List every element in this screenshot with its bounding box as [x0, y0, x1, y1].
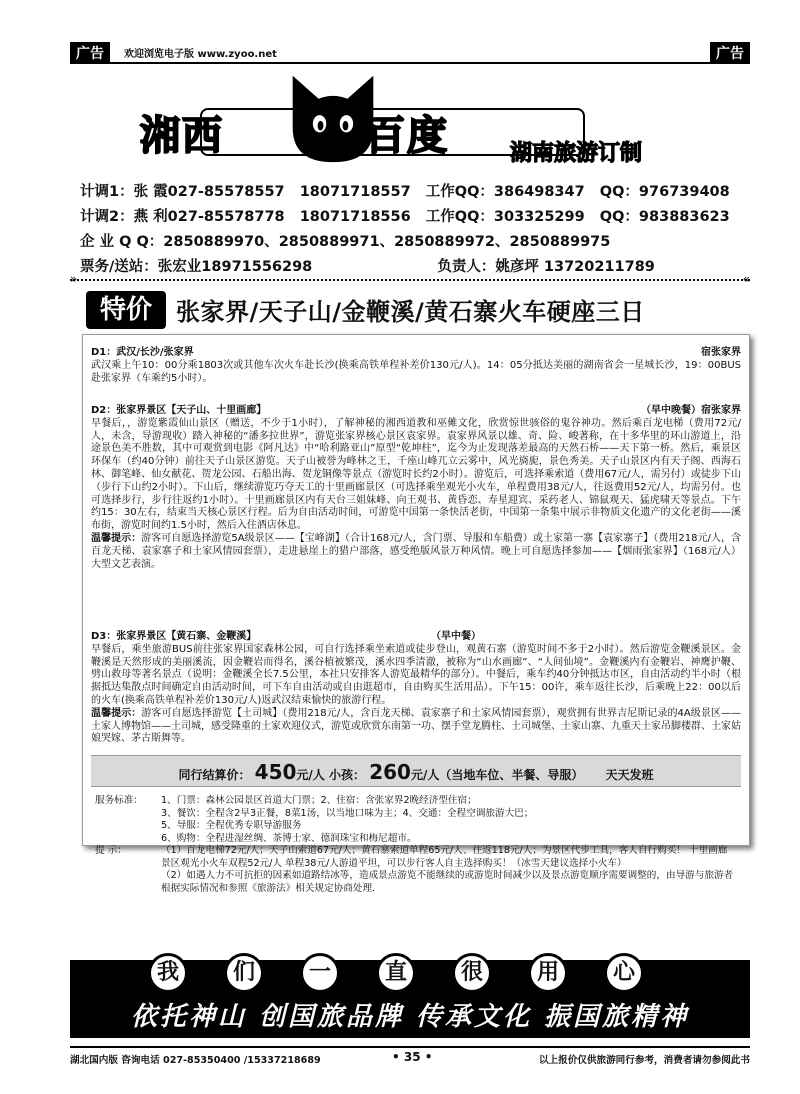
day-2-meals: （早中晚餐）宿张家界 — [641, 405, 741, 416]
day-2 — [91, 405, 741, 571]
contact-1-qq: QQ：976739408 — [599, 184, 730, 200]
route-title: 张家界/天子山/金鞭溪/黄石寨火车硬座三日 — [176, 298, 645, 326]
welcome-text: 欢迎浏览电子版 www.zyoo.net — [124, 49, 277, 60]
service-item-4: 6、购物：全程进湿丝绸、茶博士家、德润珠宝和梅尼超市。 — [161, 832, 417, 844]
service-item-2: 3、餐饮：全程含2早3正餐，8菜1汤，以当地口味为主；4、交通：全程空调旅游大巴； — [161, 807, 534, 819]
child-price-label: 小孩： — [328, 768, 365, 782]
day-3-tip — [91, 708, 741, 746]
slogan-char: 用 — [528, 953, 568, 993]
logo-text-xiangxi: 湘西 — [140, 112, 224, 159]
adult-price: 450 — [254, 760, 297, 784]
contact-row-1 — [80, 180, 750, 205]
tips-row-1 — [95, 845, 735, 870]
top-bar — [70, 42, 750, 64]
page-footer — [70, 1046, 750, 1066]
service-standards — [95, 795, 735, 895]
day-2-text: 早餐后，，游览紫霞仙山景区（赠送，不少于1小时），了解神秘的湘西道教和巫傩文化，欣赏惊世骇俗的鬼谷神功。然后乘百龙电梯（费用72元/人，未含，导游现收）踏入神秘的“潘多拉世界”，游览张家界核心景区袁家界。袁家界风景以雄、奇、险、峻著称，在十多华里的环山游道上，沿途景色美不胜数，其中可观赏到电影《阿凡达》中“哈利路亚山”原型“乾坤柱”，迄今为止发现落差最高的天然石桥——天下第一桥。然后，乘景区环保车（约40分钟）前往天子山景区游览。天子山被誉为峰林之王，千座山峰兀立云雾中，风光旖旎，景色秀美。天子山景区内有天子阁、西海石林、御笔峰、仙女献花、贺龙公园、石船出海、贺龙铜像等景点（游览时长约2小时）。游览后，可选择乘索道（费用67元/人，需另付）或徒步下山（步行下山约2小时）。下山后，继续游览巧夺天工的十里画廊景区（可选择乘坐观光小火车，单程费用38元/人，往返费用52元/人，均需另付。也可选择步行，步行往返约1小时）。十里画廊景区内有天台三姐妹峰、向王观书、黄昏恋、寿星迎宾、采药老人、锦鼠观天、猛虎啸天等景点。下午约15：30左右，结束当天核心景区行程。后为自由活动时间，可游览中国第一条快活老街，中国第一条集中展示非物质文化遗产的文化老街——溪布街，游览时间约1.5小时，然后入住酒店休息。 — [91, 417, 741, 532]
service-label: 服务标准： — [95, 795, 143, 806]
company-motto: 依托神山 创国旅品牌 传承文化 振国旅精神 — [70, 996, 750, 1038]
day-3-header — [91, 631, 741, 644]
contact-block — [80, 180, 750, 280]
service-row-1 — [95, 795, 735, 808]
day-2-tip-label: 温馨提示： — [91, 532, 142, 544]
day-3-tip-text: 游客可自愿选择游览【土司城】（费用218元/人，含百龙天梯、袁家寨子和土家风情园套票），观赏拥有世界吉尼斯记录的4A级景区——土家人博物馆——土司城，感受隆重的土家欢迎仪式，游览或欣赏东南第一功、摆手堂龙腾柱、土司城堡、土家山寨、九重天土家吊脚楼群、土家姑娘哭嫁、茅古斯舞等。 — [91, 707, 741, 745]
day-2-tip-text: 游客可自愿选择游览5A级景区——【宝峰湖】（合计168元/人，含门票、导服和车船费）或土家第一寨【袁家寨子】（费用218元/人，含百龙天梯、袁家寨子和土家风情园套票），走进悬崖上的猎户部落，感受绝版风景万种风情。晚上可自愿选择参加——【烟雨张家界】（168元/人）大型文艺表演。 — [91, 532, 741, 570]
day-3-meals: （早中餐） — [431, 631, 481, 642]
day-1-header — [91, 347, 741, 360]
slogan-char: 心 — [604, 953, 644, 993]
brand-logo — [70, 66, 750, 166]
slogan-char: 直 — [376, 953, 416, 993]
price-bar — [91, 755, 741, 787]
day-1-title: D1：武汉/长沙/张家界 — [91, 347, 194, 358]
day-3-title: D3：张家界景区【黄石寨、金鞭溪】 — [91, 631, 257, 642]
day-1 — [91, 347, 741, 385]
slogan-char: 一 — [300, 953, 340, 993]
ad-tag-left: 广告 — [70, 42, 110, 62]
day-3 — [91, 631, 741, 746]
company-qq-row: 企 业 Q Q：2850889970、2850889971、2850889972、2850889975 — [80, 234, 611, 250]
day-3-tip-label: 温馨提示： — [91, 707, 142, 719]
slogan-char: 很 — [452, 953, 492, 993]
departure-schedule: 天天发班 — [605, 768, 654, 782]
service-row-2 — [95, 808, 735, 821]
manager-contact: 负责人：姚彦坪 13720211789 — [437, 259, 655, 275]
slogan-circles — [148, 953, 680, 993]
ad-tag-right: 广告 — [710, 42, 750, 62]
contact-row-2 — [80, 205, 750, 230]
tip-1: （1）百龙电梯72元/人；天子山索道67元/人；黄石寨索道单程65元/人、往返118元/人；为景区代步工具，客人自行购买！ 十里画廊景区观光小火车双程52元/人 单程38元/人游道平坦，可以步行客人自主选择购买！（冰雪天建议选择小火车） — [161, 845, 728, 869]
child-price-unit: 元/人（当地车位、半餐、导服） — [410, 768, 584, 782]
tip-2: （2）如遇人力不可抗拒的因素如道路结冰等，造成景点游览不能继续的或游览时间减少以及景点游览顺序需要调整的，由导游与旅游者根据实际情况和参照《旅游法》相关规定协商处理. — [161, 870, 734, 894]
tips-label: 提 示： — [95, 845, 127, 856]
footer-contact: 湖北国内版 咨询电话 027-85350400 /15337218689 — [70, 1055, 321, 1066]
contact-1-work-qq: 工作QQ：386498347 — [425, 184, 585, 200]
logo-text-baidu: 百度 — [365, 112, 449, 159]
logo-subtitle: 湖南旅游订制 — [510, 140, 643, 166]
route-headline — [86, 289, 756, 331]
day-3-text: 早餐后，乘坐旅游BUS前往张家界国家森林公园，可自行选择乘坐索道或徒步登山，观黄石寨（游览时间不多于2小时）。然后游览金鞭溪景区。金鞭溪是天然形成的美丽溪流，因金鞭岩而得名，溪谷植被繁茂，溪水四季清澈，被称为“山水画廊”、“人间仙境”。金鞭溪内有金鞭岩、神鹰护鞭、劈山救母等著名景点（说明：金鞭溪全长7.5公里，本社只安排客人游览最精华的部分）。中餐后，乘车约40分钟抵达市区，自由活动约半小时（根据抵达集散点时间确定自由活动时间，可下车自由活动或自由逛超市，自由购买生活用品）。下午15：00许，乘车返往长沙，后乘晚上22：00以后的火车(换乘高铁单程补差价130元/人)返武汉结束愉快的旅游行程。 — [91, 643, 741, 706]
page-number: • 35 • — [392, 1050, 433, 1064]
contact-2-phone: 计调2：燕 利027-85578778 — [80, 209, 285, 225]
footer-disclaimer: 以上报价仅供旅游同行参考，消费者请勿参阅此书 — [538, 1055, 750, 1066]
adult-price-unit: 元/人 — [296, 768, 325, 782]
ticketing-contact: 票务/送站：张宏业18971556298 — [80, 259, 313, 275]
day-2-header — [91, 405, 741, 418]
section-divider — [70, 279, 750, 289]
day-2-tip — [91, 533, 741, 571]
contact-1-phone: 计调1：张 霞027-85578557 — [80, 184, 285, 200]
price-label: 同行结算价： — [178, 768, 251, 782]
contact-2-work-qq: 工作QQ：303325299 — [425, 209, 585, 225]
child-price: 260 — [369, 760, 411, 784]
day-1-stay: 宿张家界 — [701, 347, 741, 358]
contact-2-qq: QQ：983883623 — [599, 209, 730, 225]
tips-row-2 — [95, 870, 735, 895]
contact-2-mobile: 18071718556 — [299, 209, 411, 225]
day-1-text: 武汉乘上午10：00分乘1803次或其他车次火车赴长沙(换乘高铁单程补差价130元/人)。14：05分抵达美丽的湖南省会一星城长沙，19：00BUS赴张家界（车乘约5小时）。 — [91, 359, 741, 384]
itinerary-card — [82, 334, 750, 894]
service-item-3: 5、导服：全程优秀专职导游服务 — [161, 820, 302, 831]
special-price-badge: 特价 — [86, 291, 166, 329]
service-row-3 — [95, 820, 735, 833]
contact-1-mobile: 18071718557 — [299, 184, 411, 200]
contact-row-4 — [80, 255, 750, 280]
service-row-4 — [95, 833, 735, 846]
slogan-char: 我 — [148, 953, 188, 993]
slogan-char: 们 — [224, 953, 264, 993]
service-item-1: 1、门票：森林公园景区首道大门票；2、住宿：含张家界2晚经济型住宿； — [161, 795, 477, 806]
day-2-title: D2：张家界景区【天子山、十里画廊】 — [91, 405, 267, 416]
